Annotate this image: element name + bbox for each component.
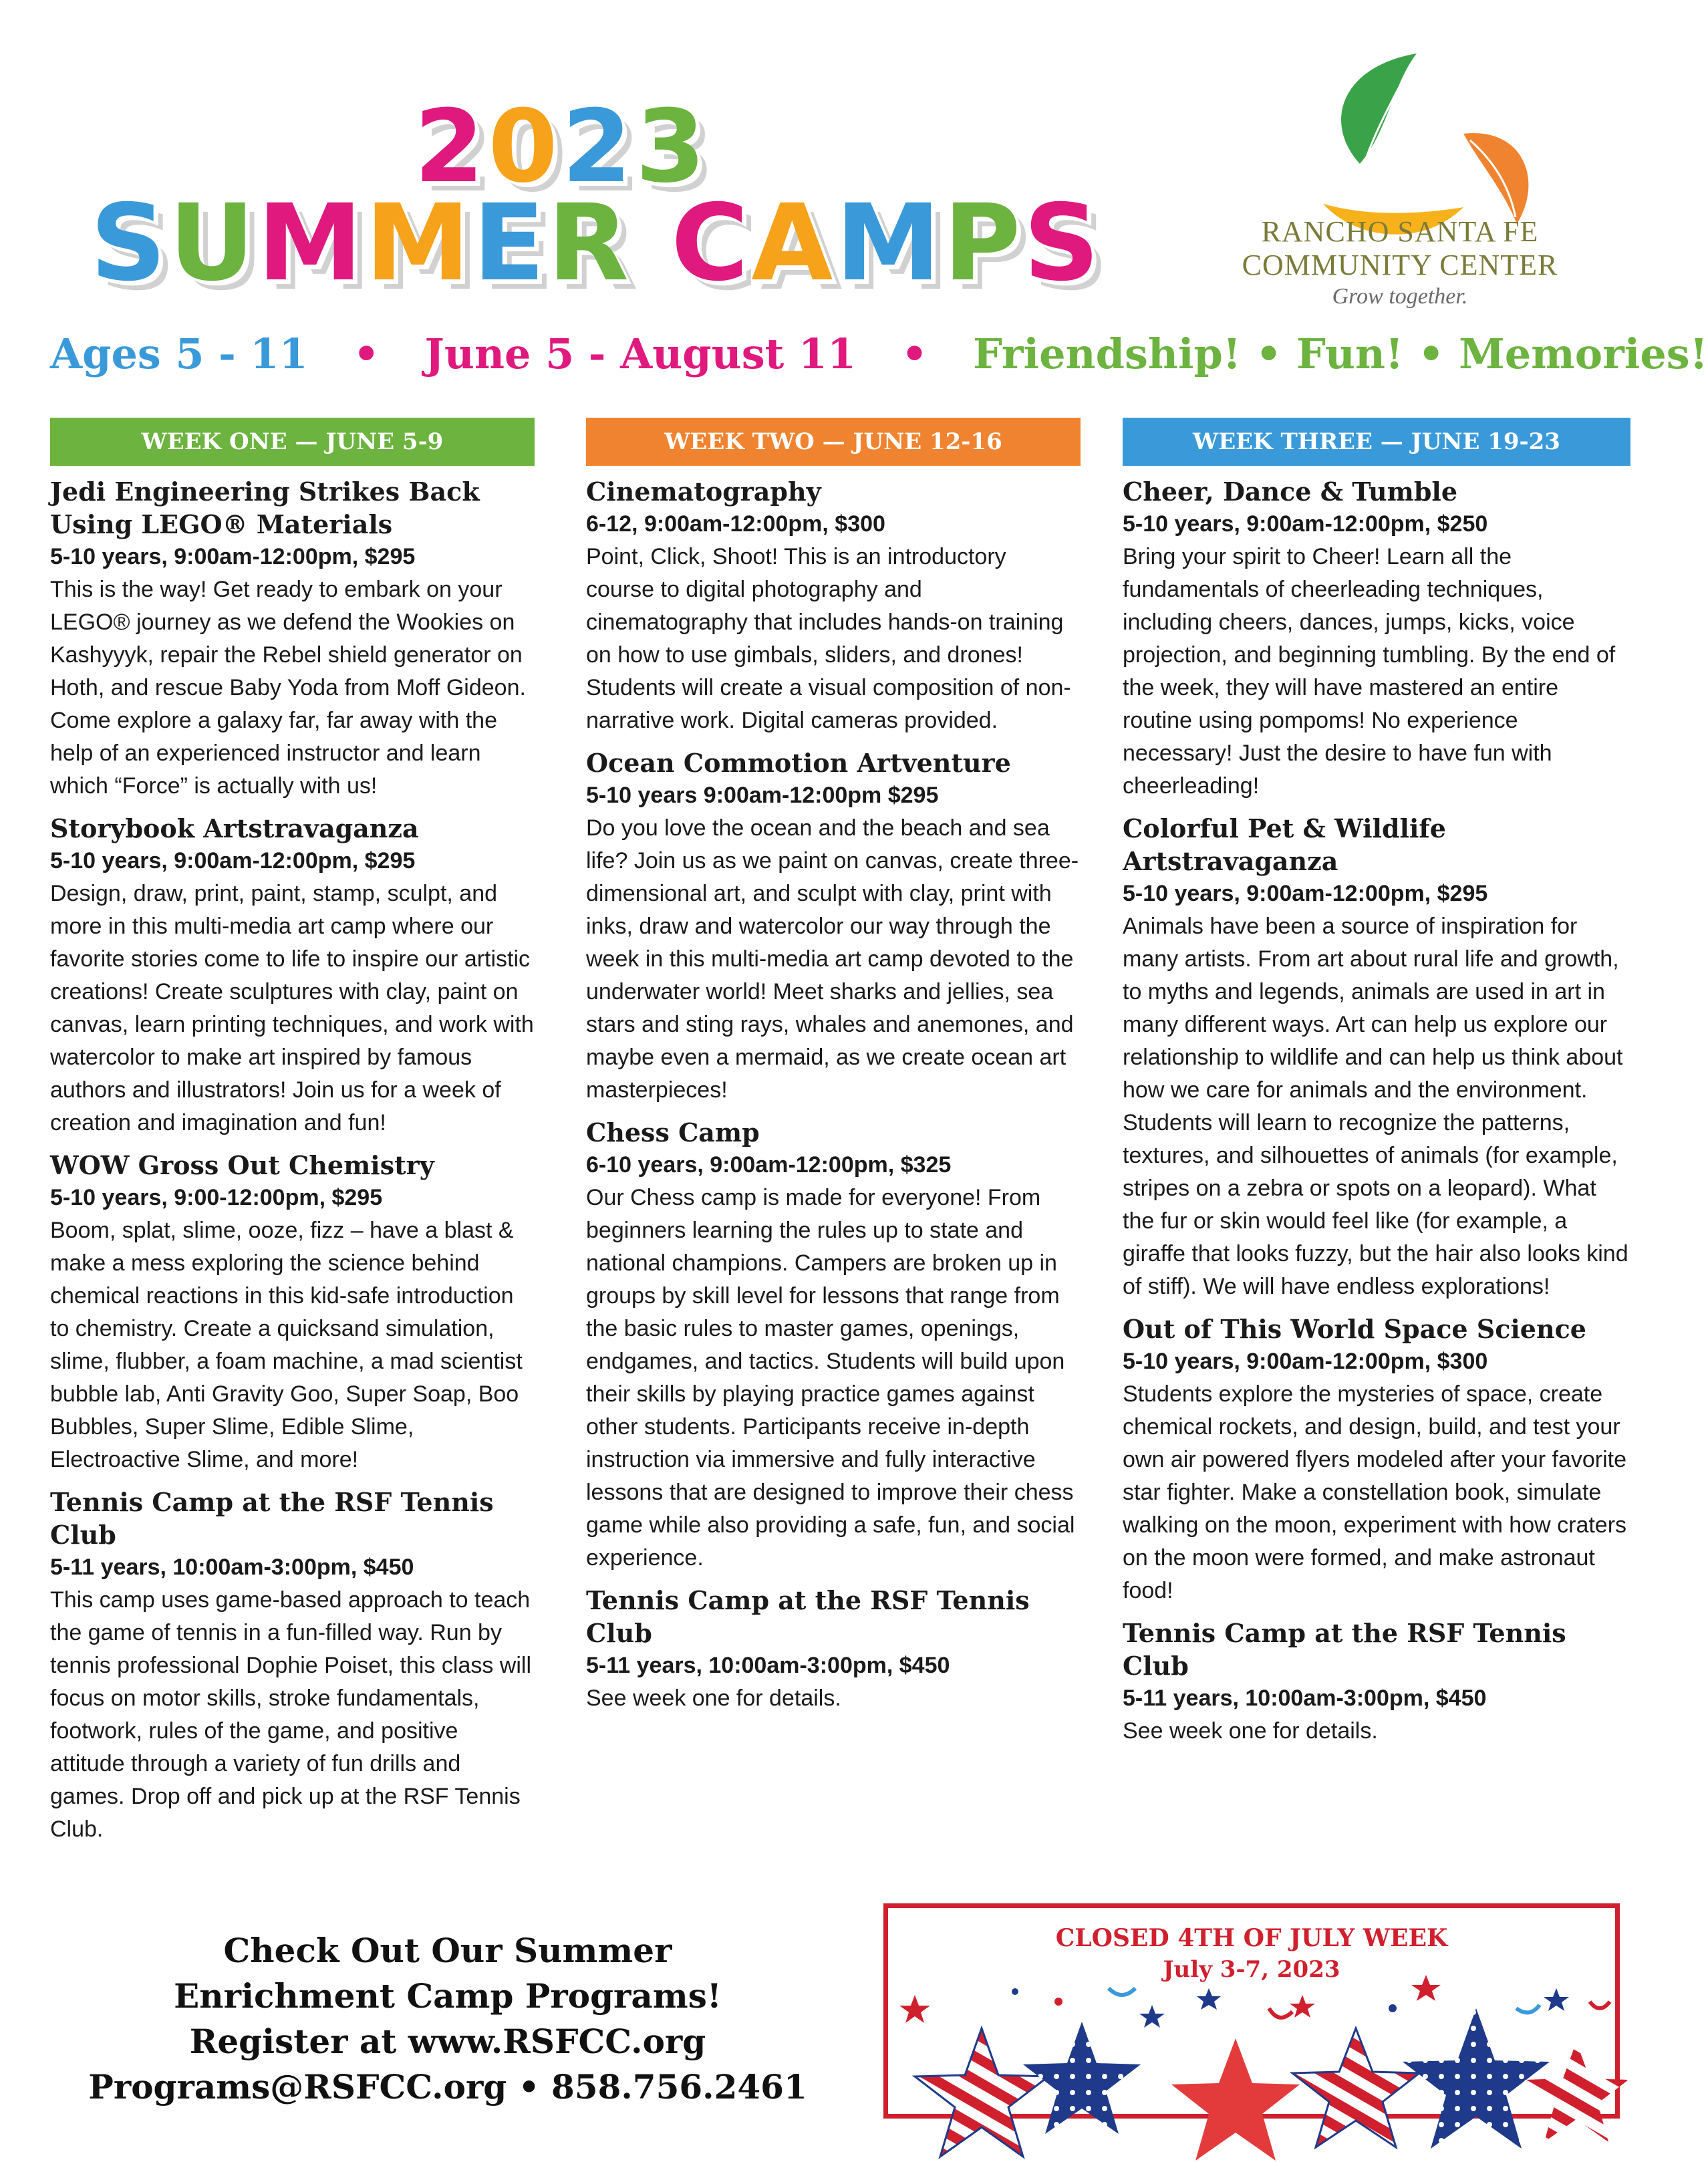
camp-details: 5-10 years, 9:00am-12:00pm, $300	[1123, 1349, 1488, 1374]
title-letter: 2	[414, 89, 488, 205]
title-letter: A	[751, 182, 836, 305]
closed-notice-title: CLOSED 4TH OF JULY WEEK	[1055, 1924, 1448, 1952]
title-space	[631, 190, 671, 296]
camp-details: 5-11 years, 10:00am-3:00pm, $450	[586, 1653, 950, 1678]
camp-listing	[1123, 1617, 1630, 1748]
header-title	[90, 182, 1103, 305]
footer-line: Enrichment Camp Programs!	[174, 1976, 722, 2016]
title-letter: E	[472, 182, 548, 305]
title-letter: M	[257, 182, 366, 305]
title-letter: 3	[635, 89, 710, 205]
registration-website: Register at www.RSFCC.org	[189, 2022, 706, 2061]
camp-description: This is the way! Get ready to embark on your LEGO® journey as we defend the Wookies on Kashyyyk, repair the Rebel shield generator on Hoth, and rescue Baby Yoda from Moff Gideon. Come explore a galaxy far, far away with the help of an experienced instructor and learn which “Force” is actually with us!	[50, 577, 526, 799]
registration-info	[40, 1928, 855, 2110]
camp-description: Animals have been a source of inspiration for many artists. From art about rural life and growth, to myths and legends, animals are used in art in many different ways. Art can help us explore our relationship to wildlife and can help us think about how we care for animals and the environment. Students will learn to recognize the patterns, textures, and silhouettes of animals (for example, stripes on a zebra or spots on a leopard). What the fur or skin would feel like (for example, a giraffe that looks fuzzy, but the hair also looks kind of stiff). We will have endless explorations!	[1123, 914, 1628, 1299]
ages-range: Ages 5 - 11	[50, 329, 308, 378]
title-letter: U	[168, 182, 258, 305]
camp-description: Boom, splat, slime, ooze, fizz – have a blast & make a mess exploring the science behind chemical reactions in this kid-safe introduction to chemistry. Create a quicksand simulation, slime, flubber, a foam machine, a mad scientist bubble lab, Anti Gravity Goo, Super Soap, Boo Bubbles, Super Slime, Edible Slime, Electroactive Slime, and more!	[50, 1218, 523, 1472]
title-letter: R	[547, 182, 632, 305]
logo-name-line2: COMMUNITY CENTER	[1242, 249, 1558, 281]
camp-details: 6-12, 9:00am-12:00pm, $300	[586, 511, 885, 537]
camp-listing	[1123, 812, 1630, 1303]
tagline-separator: •	[1255, 329, 1282, 378]
camp-details: 5-10 years, 9:00-12:00pm, $295	[50, 1185, 383, 1210]
week-two-column	[586, 418, 1081, 1724]
camp-date-range: June 5 - August 11	[424, 329, 857, 378]
camp-description: Point, Click, Shoot! This is an introductory course to digital photography and cinematography that includes hands-on training on how to use gimbals, sliders, and drones! Students will create a visual composition of non-narrative work. Digital cameras provided.	[586, 544, 1071, 733]
camp-title: WOW Gross Out Chemistry	[50, 1150, 434, 1180]
closed-notice	[883, 1903, 1620, 2119]
camp-description: See week one for details.	[586, 1685, 841, 1711]
logo-name-line1: RANCHO SANTA FE	[1261, 215, 1539, 248]
camp-details: 5-10 years, 9:00am-12:00pm, $250	[1123, 511, 1488, 537]
logo-tagline: Grow together.	[1332, 284, 1468, 309]
camp-listing	[586, 747, 1081, 1107]
tagline-separator: •	[901, 329, 928, 378]
camp-details: 5-10 years, 9:00am-12:00pm, $295	[50, 544, 416, 569]
camp-listing	[1123, 475, 1630, 803]
camp-title: Cinematography	[586, 477, 821, 507]
camp-title: Cheer, Dance & Tumble	[1123, 477, 1458, 507]
camp-description: Our Chess camp is made for everyone! From beginners learning the rules up to state and national champions. Campers are broken up in groups by skill level for lessons that range from the basic rules to master games, openings, endgames, and tactics. Students will build upon their skills by playing practice games against other students. Participants receive in-depth instruction via immersive and fully interactive lessons that are designed to improve their chess game while also providing a safe, fun, and social experience.	[586, 1185, 1075, 1571]
title-letter: 0	[488, 89, 562, 205]
camp-title: Jedi Engineering Strikes Back Using LEGO® Materials	[50, 477, 480, 539]
tagline-friendship: Friendship!	[972, 329, 1242, 378]
closed-notice-dates: July 3-7, 2023	[1163, 1956, 1340, 1983]
camp-title: Tennis Camp at the RSF Tennis Club	[586, 1585, 1030, 1648]
camp-title: Ocean Commotion Artventure	[586, 748, 1011, 778]
camp-details: 5-10 years 9:00am-12:00pm $295	[586, 783, 939, 808]
week-one-column	[50, 418, 535, 1855]
tagline-separator: •	[353, 329, 380, 378]
camp-title: Tennis Camp at the RSF Tennis Club	[1123, 1618, 1566, 1681]
title-letter: M	[835, 182, 944, 305]
title-letter: P	[943, 182, 1024, 305]
title-letter: C	[671, 182, 752, 305]
camp-listing	[50, 1149, 535, 1476]
camp-listing	[1123, 1313, 1630, 1607]
footer-line: Check Out Our Summer	[223, 1931, 672, 1970]
tagline-fun: Fun!	[1296, 329, 1404, 378]
camp-description: Bring your spirit to Cheer! Learn all the fundamentals of cheerleading techniques, including cheers, dances, jumps, kicks, voice projection, and beginning tumbling. By the end of the week, they will have mastered an entire routine using pompoms! No experience necessary! Just the desire to have fun with cheerleading!	[1123, 544, 1616, 799]
camp-description: Design, draw, print, paint, stamp, sculpt, and more in this multi-media art camp where our favorite stories come to life to inspire our artistic creations! Create sculptures with clay, paint on canvas, learn printing techniques, and work with watercolor to make art inspired by famous authors and illustrators! Join us for a week of creation and imagination and fun!	[50, 881, 534, 1135]
camp-listing	[586, 475, 1081, 737]
week-three-column	[1123, 418, 1630, 1757]
camp-details: 5-10 years, 9:00am-12:00pm, $295	[1123, 881, 1488, 906]
camp-details: 5-10 years, 9:00am-12:00pm, $295	[50, 848, 416, 873]
week-one-header: WEEK ONE — JUNE 5-9	[50, 418, 535, 466]
header-tagline	[50, 327, 1708, 381]
camp-details: 6-10 years, 9:00am-12:00pm, $325	[586, 1152, 952, 1178]
camp-description: This camp uses game-based approach to teach the game of tennis in a fun-filled way. Run by tennis professional Dophie Poiset, this class will focus on motor skills, stroke fundamentals, footwork, rules of the game, and positive attitude through a variety of fun drills and games. Drop off and pick up at the RSF Tennis Club.	[50, 1587, 532, 1842]
camp-listing	[50, 812, 535, 1139]
camp-listing	[50, 1486, 535, 1846]
camp-listing	[50, 475, 535, 803]
camp-title: Out of This World Space Science	[1123, 1314, 1586, 1344]
camp-title: Chess Camp	[586, 1117, 760, 1147]
camp-description: Students explore the mysteries of space, create chemical rockets, and design, build, and test your own air powered flyers modeled after your favorite star fighter. Make a constellation book, simulate walking on the moon, experiment with how craters on the moon were formed, and make astronaut food!	[1123, 1381, 1627, 1603]
camp-listing	[586, 1116, 1081, 1575]
title-letter: M	[365, 182, 473, 305]
camp-listing	[586, 1584, 1081, 1715]
camp-title: Tennis Camp at the RSF Tennis Club	[50, 1487, 494, 1550]
tagline-separator: •	[1417, 329, 1445, 378]
camp-title: Storybook Artstravaganza	[50, 813, 419, 843]
camp-description: Do you love the ocean and the beach and sea life? Join us as we paint on canvas, create three-dimensional art, and sculpt with clay, print with inks, draw and watercolor our way through the week in this multi-media art camp devoted to the underwater world! Meet sharks and jellies, sea stars and sting rays, whales and anemones, and maybe even a mermaid, as we create ocean art masterpieces!	[586, 815, 1079, 1103]
week-two-header: WEEK TWO — JUNE 12-16	[586, 418, 1081, 466]
title-letter: S	[1023, 182, 1103, 305]
camp-details: 5-11 years, 10:00am-3:00pm, $450	[50, 1555, 414, 1580]
title-letter: 2	[561, 89, 636, 205]
contact-email-phone: Programs@RSFCC.org • 858.756.2461	[88, 2067, 807, 2107]
camp-title: Colorful Pet & Wildlife Artstravaganza	[1123, 813, 1446, 876]
tagline-memories: Memories!	[1459, 329, 1708, 378]
camp-details: 5-11 years, 10:00am-3:00pm, $450	[1123, 1685, 1487, 1711]
title-letter: S	[90, 182, 169, 305]
camp-description: See week one for details.	[1123, 1718, 1378, 1744]
logo-name	[1226, 215, 1574, 282]
week-three-header: WEEK THREE — JUNE 19-23	[1123, 418, 1630, 466]
